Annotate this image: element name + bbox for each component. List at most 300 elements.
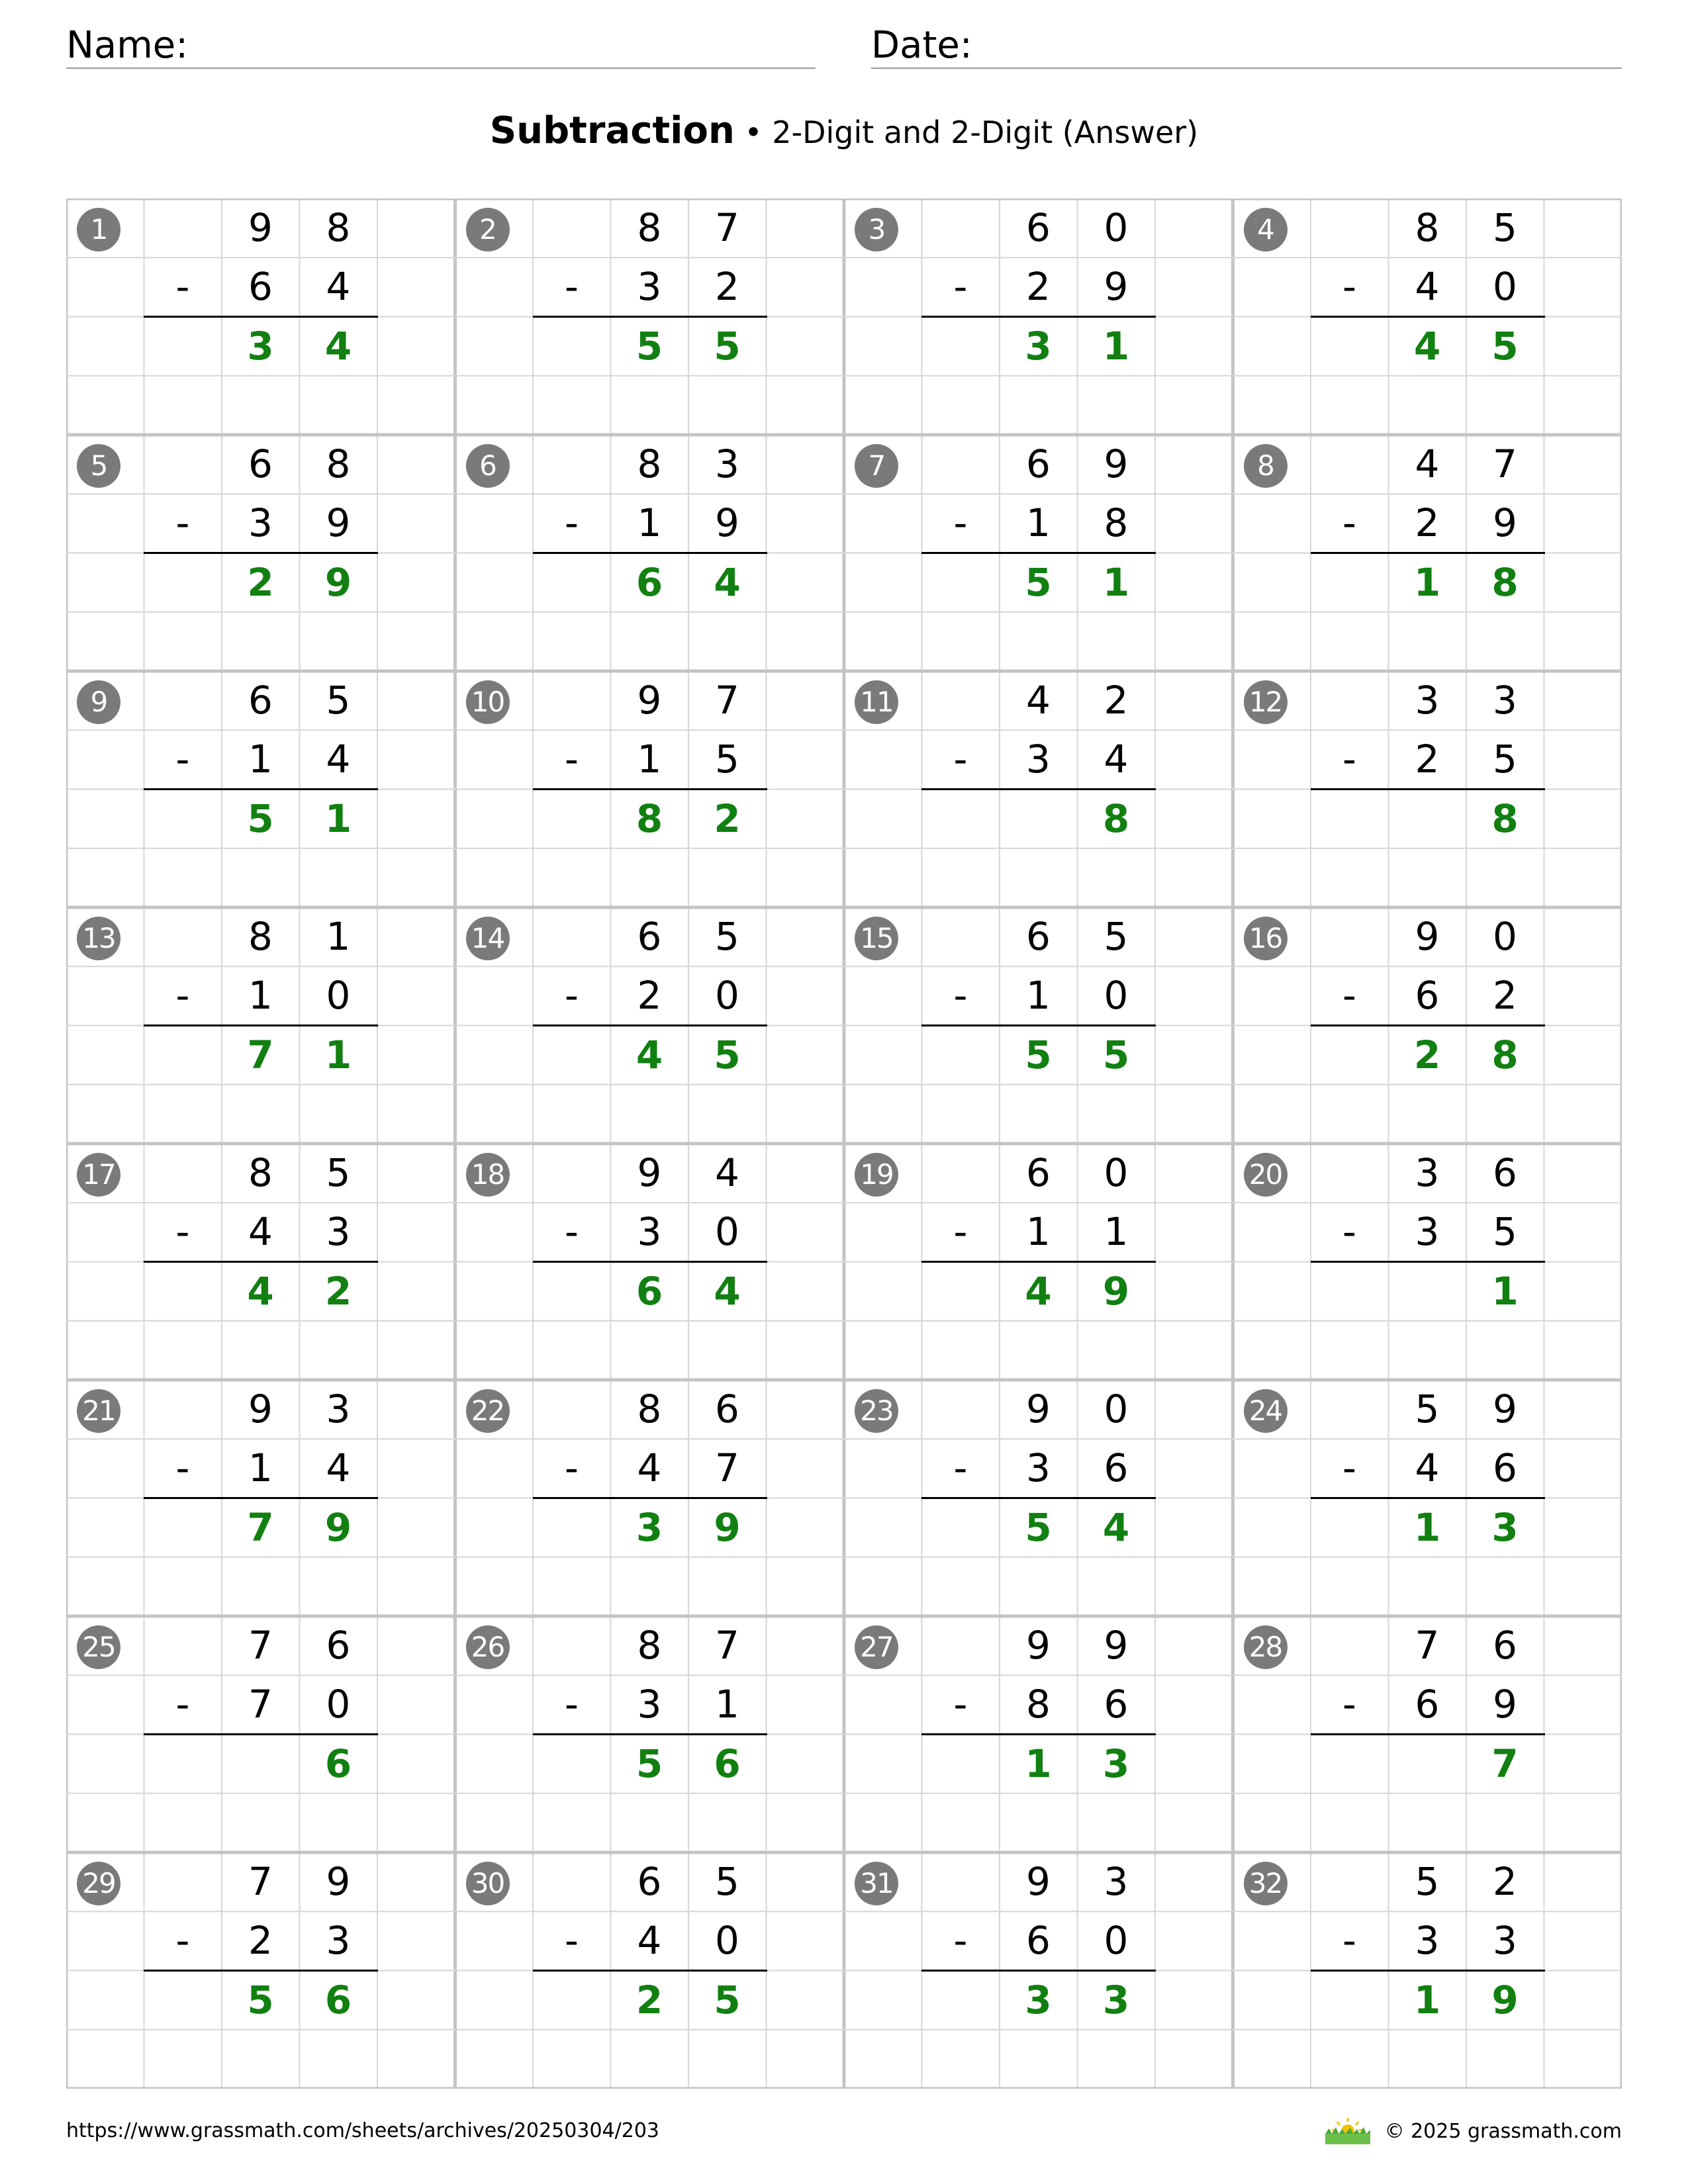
answer-rule-line: [144, 1024, 378, 1026]
subtrahend-tens-digit: 3: [1415, 1209, 1440, 1255]
problem-number-badge: 24: [1244, 1389, 1288, 1433]
answer-tens-digit: 6: [635, 559, 663, 605]
answer-ones-digit: 9: [324, 559, 352, 605]
subtrahend-ones-digit: 7: [715, 1445, 739, 1491]
problem-number-badge: 25: [77, 1625, 120, 1669]
answer-ones-digit: 3: [1102, 1977, 1130, 2023]
problem: [1233, 199, 1622, 435]
subtrahend-ones-digit: 0: [715, 1209, 739, 1255]
problem-number-badge: 10: [466, 680, 510, 724]
subtrahend-ones-digit: 6: [1103, 1445, 1129, 1491]
problem: [844, 1144, 1233, 1380]
problem: [66, 1852, 455, 2089]
answer-ones-digit: 1: [324, 796, 352, 841]
subtrahend-ones-digit: 4: [326, 1445, 351, 1491]
subtrahend-tens-digit: 6: [1415, 973, 1440, 1019]
problem-number-badge: 27: [855, 1625, 898, 1669]
answer-ones-digit: 4: [714, 559, 741, 605]
minuend-ones-digit: 3: [1493, 678, 1517, 723]
subtrahend-ones-digit: 9: [715, 500, 739, 546]
subtrahend-tens-digit: 3: [248, 500, 273, 546]
answer-ones-digit: 6: [714, 1741, 741, 1786]
subtrahend-tens-digit: 4: [1415, 1445, 1440, 1491]
answer-tens-digit: [1389, 1735, 1466, 1794]
answer-ones-digit: 1: [1491, 1268, 1519, 1314]
answer-ones-digit: 2: [714, 796, 741, 841]
problem: [1233, 671, 1622, 907]
answer-ones-digit: 6: [324, 1977, 352, 2023]
minus-sign: -: [953, 973, 968, 1019]
answer-ones-digit: 5: [714, 323, 741, 369]
problem: [1233, 435, 1622, 671]
minuend-tens-digit: 6: [637, 1859, 662, 1904]
subtrahend-tens-digit: 1: [637, 737, 662, 782]
minuend-tens-digit: 9: [248, 205, 273, 250]
answer-ones-digit: 1: [324, 1032, 352, 1077]
subtrahend-tens-digit: 7: [248, 1682, 273, 1727]
subtrahend-tens-digit: 2: [637, 973, 662, 1019]
problem-number-badge: 5: [77, 444, 120, 488]
answer-ones-digit: 8: [1102, 796, 1130, 841]
subtrahend-ones-digit: 1: [715, 1682, 739, 1727]
answer-rule-line: [1311, 1733, 1545, 1735]
date-label: Date:: [871, 24, 972, 67]
answer-rule-line: [921, 316, 1156, 318]
problem-number-badge: 32: [1244, 1862, 1288, 1905]
problem-number-badge: 19: [855, 1153, 898, 1197]
answer-ones-digit: 9: [1491, 1977, 1519, 2023]
subtrahend-ones-digit: 8: [1103, 500, 1129, 546]
minuend-tens-digit: 5: [1415, 1859, 1440, 1904]
problem: [455, 671, 845, 907]
subtrahend-ones-digit: 3: [1493, 1918, 1517, 1964]
problem: [455, 435, 845, 671]
minuend-tens-digit: 6: [1026, 205, 1051, 250]
answer-rule-line: [144, 1261, 378, 1263]
page-title: [0, 105, 1688, 159]
minuend-ones-digit: 9: [1103, 1623, 1129, 1668]
problem: [455, 1852, 845, 2089]
answer-ones-digit: 5: [1102, 1032, 1130, 1077]
date-field[interactable]: [871, 23, 1622, 69]
answer-tens-digit: 5: [635, 323, 663, 369]
grass-sun-logo-icon: [1324, 2116, 1372, 2146]
problem: [844, 199, 1233, 435]
subtrahend-ones-digit: 9: [1493, 1682, 1517, 1727]
answer-ones-digit: 8: [1491, 1032, 1519, 1077]
minus-sign: -: [1342, 737, 1356, 782]
problem-number-badge: 16: [1244, 917, 1288, 960]
minuend-ones-digit: 9: [1103, 441, 1129, 486]
subtrahend-ones-digit: 4: [326, 264, 351, 310]
answer-tens-digit: 3: [1025, 323, 1052, 369]
minuend-tens-digit: 9: [1026, 1623, 1051, 1668]
subtrahend-tens-digit: 6: [1415, 1682, 1440, 1727]
subtrahend-ones-digit: 0: [1103, 973, 1129, 1019]
problem: [1233, 1852, 1622, 2089]
minus-sign: -: [175, 1209, 190, 1255]
answer-tens-digit: 2: [1413, 1032, 1441, 1077]
subtrahend-ones-digit: 2: [715, 264, 739, 310]
problem: [844, 907, 1233, 1144]
title-subtitle: 2-Digit and 2-Digit (Answer): [772, 114, 1199, 150]
problem-number-badge: 30: [466, 1862, 510, 1905]
answer-rule-line: [144, 1970, 378, 1972]
problem-number-badge: 14: [466, 917, 510, 960]
subtrahend-tens-digit: 2: [1415, 737, 1440, 782]
minus-sign: -: [1342, 500, 1356, 546]
answer-ones-digit: 9: [714, 1504, 741, 1550]
subtrahend-tens-digit: 3: [1026, 1445, 1051, 1491]
problem: [66, 1144, 455, 1380]
minuend-tens-digit: 9: [1415, 914, 1440, 959]
problem: [455, 199, 845, 435]
minuend-ones-digit: 5: [715, 914, 739, 959]
minus-sign: -: [953, 737, 968, 782]
footer-brand: [1324, 2115, 1622, 2147]
minuend-ones-digit: 0: [1103, 205, 1129, 250]
answer-rule-line: [1311, 552, 1545, 554]
answer-tens-digit: 5: [247, 796, 274, 841]
minuend-ones-digit: 7: [1493, 441, 1517, 486]
problem-number-badge: 26: [466, 1625, 510, 1669]
subtrahend-ones-digit: 0: [1103, 1918, 1129, 1964]
answer-ones-digit: 7: [1491, 1741, 1519, 1786]
answer-rule-line: [533, 316, 767, 318]
answer-tens-digit: 5: [1025, 1032, 1052, 1077]
subtrahend-ones-digit: 1: [1103, 1209, 1129, 1255]
minuend-ones-digit: 6: [1493, 1150, 1517, 1195]
subtrahend-ones-digit: 4: [1103, 737, 1129, 782]
minuend-ones-digit: 7: [715, 205, 739, 250]
subtrahend-ones-digit: 5: [1493, 1209, 1517, 1255]
problem: [455, 1144, 845, 1380]
answer-rule-line: [1311, 1497, 1545, 1499]
subtrahend-ones-digit: 0: [715, 973, 739, 1019]
minuend-ones-digit: 9: [326, 1859, 351, 1904]
problem-number-badge: 22: [466, 1389, 510, 1433]
answer-rule-line: [533, 1733, 767, 1735]
name-label: Name:: [66, 24, 189, 67]
minus-sign: -: [953, 1918, 968, 1964]
subtrahend-ones-digit: 0: [326, 1682, 351, 1727]
answer-tens-digit: 7: [247, 1504, 274, 1550]
subtrahend-tens-digit: 3: [637, 1209, 662, 1255]
minus-sign: -: [565, 973, 579, 1019]
answer-tens-digit: 1: [1025, 1741, 1052, 1786]
subtrahend-ones-digit: 0: [1493, 264, 1517, 310]
subtrahend-ones-digit: 3: [326, 1918, 351, 1964]
answer-rule-line: [921, 788, 1156, 790]
answer-rule-line: [533, 1261, 767, 1263]
problem-number-badge: 9: [77, 680, 120, 724]
problem: [1233, 907, 1622, 1144]
minuend-tens-digit: 7: [248, 1623, 273, 1668]
answer-tens-digit: 3: [1025, 1977, 1052, 2023]
minus-sign: -: [953, 1445, 968, 1491]
subtrahend-tens-digit: 6: [1026, 1918, 1051, 1964]
minus-sign: -: [953, 264, 968, 310]
minus-sign: -: [565, 1918, 579, 1964]
problem-number-badge: 21: [77, 1389, 120, 1433]
answer-tens-digit: 1: [1413, 559, 1441, 605]
problem-number-badge: 8: [1244, 444, 1288, 488]
subtrahend-ones-digit: 9: [1493, 500, 1517, 546]
answer-rule-line: [533, 1024, 767, 1026]
subtrahend-ones-digit: 9: [326, 500, 351, 546]
minus-sign: -: [1342, 1209, 1356, 1255]
minus-sign: -: [1342, 973, 1356, 1019]
problem-number-badge: 18: [466, 1153, 510, 1197]
answer-ones-digit: 8: [1491, 796, 1519, 841]
answer-rule-line: [1311, 1970, 1545, 1972]
minuend-tens-digit: 9: [1026, 1859, 1051, 1904]
subtrahend-tens-digit: 1: [1026, 973, 1051, 1019]
subtrahend-tens-digit: 1: [248, 1445, 273, 1491]
answer-ones-digit: 2: [324, 1268, 352, 1314]
problem: [66, 435, 455, 671]
minuend-ones-digit: 8: [326, 205, 351, 250]
answer-tens-digit: 5: [1025, 1504, 1052, 1550]
answer-ones-digit: 4: [1102, 1504, 1130, 1550]
answer-ones-digit: 5: [714, 1032, 741, 1077]
problem-number-badge: 11: [855, 680, 898, 724]
minuend-tens-digit: 9: [1026, 1387, 1051, 1432]
answer-ones-digit: 1: [1102, 323, 1130, 369]
answer-rule-line: [144, 788, 378, 790]
problem: [1233, 1144, 1622, 1380]
minuend-tens-digit: 4: [1415, 441, 1440, 486]
minus-sign: -: [175, 1445, 190, 1491]
subtrahend-tens-digit: 2: [248, 1918, 273, 1964]
answer-rule-line: [1311, 1261, 1545, 1263]
minuend-tens-digit: 4: [1026, 678, 1051, 723]
minuend-ones-digit: 5: [326, 678, 351, 723]
subtrahend-tens-digit: 4: [637, 1445, 662, 1491]
subtrahend-tens-digit: 8: [1026, 1682, 1051, 1727]
subtrahend-tens-digit: 1: [1026, 1209, 1051, 1255]
answer-tens-digit: 8: [635, 796, 663, 841]
problem: [844, 671, 1233, 907]
subtrahend-ones-digit: 0: [326, 973, 351, 1019]
minuend-ones-digit: 7: [715, 1623, 739, 1668]
subtrahend-tens-digit: 1: [248, 973, 273, 1019]
minuend-ones-digit: 2: [1103, 678, 1129, 723]
answer-rule-line: [1311, 1024, 1545, 1026]
answer-tens-digit: 7: [247, 1032, 274, 1077]
answer-ones-digit: 5: [714, 1977, 741, 2023]
answer-tens-digit: 5: [635, 1741, 663, 1786]
subtrahend-tens-digit: 3: [1026, 737, 1051, 782]
minuend-tens-digit: 6: [1026, 441, 1051, 486]
answer-tens-digit: 4: [635, 1032, 663, 1077]
minuend-ones-digit: 5: [1103, 914, 1129, 959]
answer-ones-digit: 3: [1491, 1504, 1519, 1550]
subtrahend-tens-digit: 6: [248, 264, 273, 310]
answer-rule-line: [921, 1497, 1156, 1499]
answer-tens-digit: 4: [1025, 1268, 1052, 1314]
subtrahend-ones-digit: 3: [326, 1209, 351, 1255]
problem-number-badge: 28: [1244, 1625, 1288, 1669]
subtrahend-ones-digit: 2: [1493, 973, 1517, 1019]
minus-sign: -: [565, 1682, 579, 1727]
problem-number-badge: 6: [466, 444, 510, 488]
minus-sign: -: [175, 264, 190, 310]
minuend-tens-digit: 8: [637, 205, 662, 250]
subtrahend-tens-digit: 2: [1026, 264, 1051, 310]
subtrahend-tens-digit: 3: [1415, 1918, 1440, 1964]
minus-sign: -: [1342, 1682, 1356, 1727]
minus-sign: -: [953, 1682, 968, 1727]
minuend-ones-digit: 0: [1103, 1150, 1129, 1195]
subtrahend-tens-digit: 1: [637, 500, 662, 546]
minuend-tens-digit: 9: [637, 678, 662, 723]
answer-tens-digit: 2: [247, 559, 274, 605]
answer-rule-line: [144, 552, 378, 554]
minuend-ones-digit: 3: [326, 1387, 351, 1432]
subtrahend-tens-digit: 4: [637, 1918, 662, 1964]
problem: [1233, 1616, 1622, 1852]
answer-ones-digit: 5: [1491, 323, 1519, 369]
minuend-tens-digit: 3: [1415, 678, 1440, 723]
subtrahend-ones-digit: 5: [1493, 737, 1517, 782]
minus-sign: -: [565, 500, 579, 546]
problem: [455, 907, 845, 1144]
problem: [66, 671, 455, 907]
minuend-tens-digit: 8: [248, 1150, 273, 1195]
name-field[interactable]: [66, 23, 816, 69]
problem-number-badge: 20: [1244, 1153, 1288, 1197]
minuend-tens-digit: 5: [1415, 1387, 1440, 1432]
answer-rule-line: [921, 1733, 1156, 1735]
problem-number-badge: 17: [77, 1153, 120, 1197]
answer-tens-digit: 5: [1025, 559, 1052, 605]
answer-tens-digit: 4: [1413, 323, 1441, 369]
answer-tens-digit: 1: [1413, 1504, 1441, 1550]
subtrahend-tens-digit: 4: [1415, 264, 1440, 310]
answer-ones-digit: 9: [1102, 1268, 1130, 1314]
answer-rule-line: [144, 1733, 378, 1735]
minus-sign: -: [1342, 1918, 1356, 1964]
minus-sign: -: [565, 1445, 579, 1491]
problem-number-badge: 15: [855, 917, 898, 960]
minuend-ones-digit: 6: [1493, 1623, 1517, 1668]
minuend-ones-digit: 5: [326, 1150, 351, 1195]
problem-number-badge: 29: [77, 1862, 120, 1905]
answer-rule-line: [533, 788, 767, 790]
problem-number-badge: 7: [855, 444, 898, 488]
problem: [66, 1380, 455, 1616]
problem: [66, 199, 455, 435]
answer-rule-line: [533, 1497, 767, 1499]
problem-number-badge: 1: [77, 208, 120, 251]
problem-number-badge: 12: [1244, 680, 1288, 724]
minus-sign: -: [175, 1682, 190, 1727]
minus-sign: -: [175, 1918, 190, 1964]
minus-sign: -: [1342, 1445, 1356, 1491]
minuend-tens-digit: 7: [248, 1859, 273, 1904]
minuend-tens-digit: 6: [1026, 914, 1051, 959]
problem: [66, 907, 455, 1144]
answer-rule-line: [1311, 788, 1545, 790]
minuend-ones-digit: 1: [326, 914, 351, 959]
minus-sign: -: [1342, 264, 1356, 310]
minuend-tens-digit: 8: [637, 1387, 662, 1432]
subtrahend-tens-digit: 3: [637, 1682, 662, 1727]
minuend-tens-digit: 8: [637, 1623, 662, 1668]
answer-tens-digit: [1389, 1262, 1466, 1321]
answer-ones-digit: 9: [324, 1504, 352, 1550]
minuend-tens-digit: 6: [637, 914, 662, 959]
subtrahend-ones-digit: 6: [1103, 1682, 1129, 1727]
answer-tens-digit: 6: [635, 1268, 663, 1314]
subtrahend-ones-digit: 4: [326, 737, 351, 782]
minus-sign: -: [175, 500, 190, 546]
problem: [844, 1852, 1233, 2089]
answer-tens-digit: 3: [247, 323, 274, 369]
answer-tens-digit: 3: [635, 1504, 663, 1550]
answer-rule-line: [921, 1261, 1156, 1263]
answer-tens-digit: [1389, 790, 1466, 848]
answer-rule-line: [921, 1970, 1156, 1972]
minuend-tens-digit: 7: [1415, 1623, 1440, 1668]
minuend-ones-digit: 6: [326, 1623, 351, 1668]
minuend-ones-digit: 6: [715, 1387, 739, 1432]
minuend-ones-digit: 4: [715, 1150, 739, 1195]
problem-number-badge: 31: [855, 1862, 898, 1905]
problem-number-badge: 13: [77, 917, 120, 960]
problem-grid: [66, 199, 1622, 2089]
problem: [844, 435, 1233, 671]
subtrahend-tens-digit: 3: [637, 264, 662, 310]
minus-sign: -: [565, 264, 579, 310]
answer-rule-line: [921, 1024, 1156, 1026]
answer-rule-line: [533, 552, 767, 554]
problem-number-badge: 4: [1244, 208, 1288, 251]
minuend-tens-digit: 8: [248, 914, 273, 959]
problem: [66, 1616, 455, 1852]
minuend-tens-digit: 8: [1415, 205, 1440, 250]
answer-rule-line: [144, 1497, 378, 1499]
minuend-tens-digit: 8: [637, 441, 662, 486]
minuend-ones-digit: 2: [1493, 1859, 1517, 1904]
answer-ones-digit: 4: [714, 1268, 741, 1314]
answer-tens-digit: 1: [1413, 1977, 1441, 2023]
answer-rule-line: [533, 1970, 767, 1972]
answer-rule-line: [1311, 316, 1545, 318]
answer-tens-digit: [1000, 790, 1077, 848]
answer-rule-line: [921, 552, 1156, 554]
answer-ones-digit: 6: [324, 1741, 352, 1786]
minuend-ones-digit: 0: [1493, 914, 1517, 959]
minuend-tens-digit: 3: [1415, 1150, 1440, 1195]
minuend-ones-digit: 0: [1103, 1387, 1129, 1432]
subtrahend-ones-digit: 5: [715, 737, 739, 782]
problem: [455, 1380, 845, 1616]
minuend-ones-digit: 5: [1493, 205, 1517, 250]
minuend-ones-digit: 9: [1493, 1387, 1517, 1432]
title-main: Subtraction: [489, 109, 735, 152]
subtrahend-tens-digit: 4: [248, 1209, 273, 1255]
minuend-ones-digit: 3: [1103, 1859, 1129, 1904]
problem: [1233, 1380, 1622, 1616]
answer-ones-digit: 1: [1102, 559, 1130, 605]
problem-number-badge: 2: [466, 208, 510, 251]
answer-tens-digit: [222, 1735, 299, 1794]
minus-sign: -: [565, 737, 579, 782]
subtrahend-tens-digit: 2: [1415, 500, 1440, 546]
answer-ones-digit: 4: [324, 323, 352, 369]
